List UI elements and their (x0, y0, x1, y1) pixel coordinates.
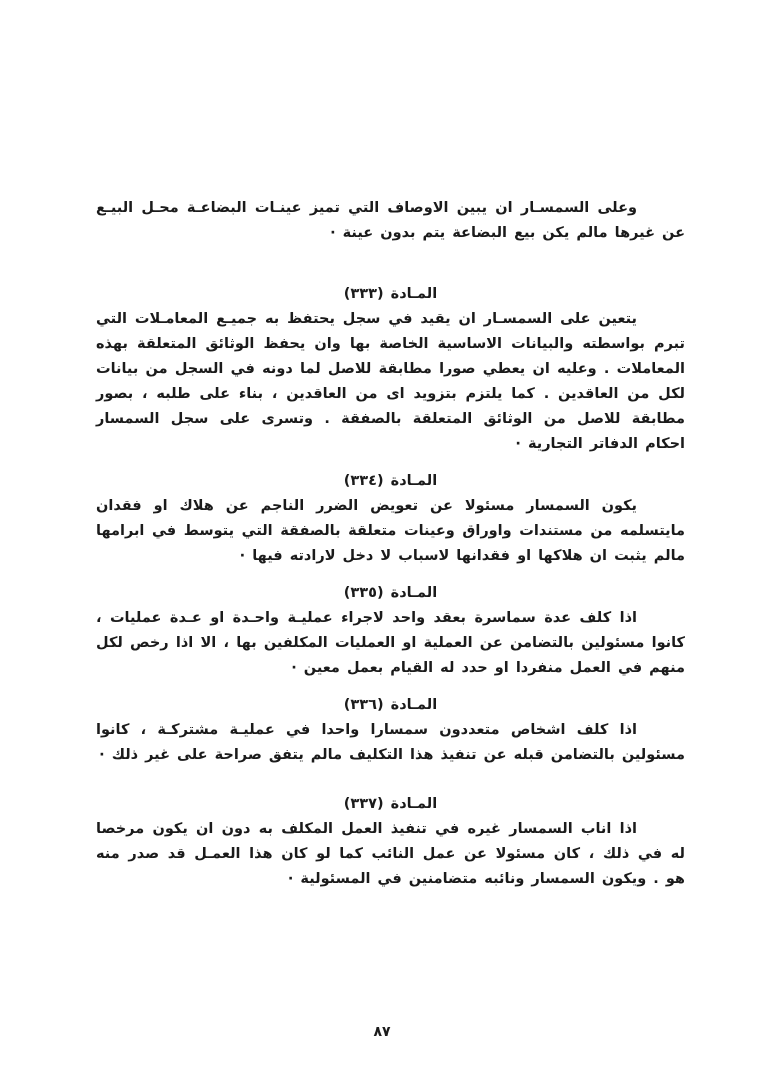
article-333-heading: المـادة (٣٣٣) (343, 286, 438, 302)
article-334-heading: المـادة (٣٣٤) (343, 473, 438, 489)
page-number: ٨٧ (373, 1024, 391, 1040)
article-336-heading: المـادة (٣٣٦) (343, 697, 438, 713)
text-block (96, 196, 685, 892)
article-335-heading: المـادة (٣٣٥) (343, 585, 438, 601)
article-336-body: اذا كلف اشخاص متعددون سمسارا واحدا في عمليـة مشتركـة ، كانوا مسئولين بالتضامن قبله عن تنفيذ هذا التكليف مالم يتفق صراحة على غير ذلك · (96, 722, 685, 763)
article-335-body: اذا كلف عدة سماسرة بعقد واحد لاجراء عمليـة واحـدة او عـدة عمليات ، كانوا مسئولين بالتضامن عن العملية او العمليات المكلفين بها ، الا اذا رخص لكل منهم في العمل منفردا او حدد له القيام بعمل معين · (96, 610, 685, 676)
article-337-heading: المـادة (٣٣٧) (343, 796, 438, 812)
article-334-body: يكون السمسار مسئولا عن تعويض الضرر الناجم عن هلاك او فقدان مايتسلمه من مستندات واوراق وعينات متعلقة بالصفقة التي يتوسط في ابرامها مالم يثبت ان هلاكها او فقدانها لاسباب لا دخل لارادته فيها · (96, 498, 685, 564)
intro-paragraph: وعلى السمسـار ان يبين الاوصاف التي تميز عينـات البضاعـة محـل البيـع عن غيرها مالم يكن بيع البضاعة يتم بدون عينة · (96, 200, 685, 241)
article-333-body: يتعين على السمسـار ان يقيد في سجل يحتفظ به جميـع المعامـلات التي تبرم بواسطته والبيانات الاساسية الخاصة بها وان يحفظ الوثائق المتعلقة بهذه المعاملات . وعليه ان يعطي صورا مطابقة للاصل لما دونه في السجل من بيانات لكل من العاقدين . كما يلتزم بتزويد اى من العاقدين ، بناء على طلبه ، بصور مطابقة للاصل من الوثائق المتعلقة بالصفقة . وتسرى على سجل السمسار احكام الدفاتر التجارية · (96, 311, 685, 452)
article-337-body: اذا اناب السمسار غيره في تنفيذ العمل المكلف به دون ان يكون مرخصا له في ذلك ، كان مسئولا عن عمل النائب كما لو كان هذا العمـل قد صدر منه هو . ويكون السمسار ونائبه متضامنين في المسئولية · (96, 821, 685, 887)
